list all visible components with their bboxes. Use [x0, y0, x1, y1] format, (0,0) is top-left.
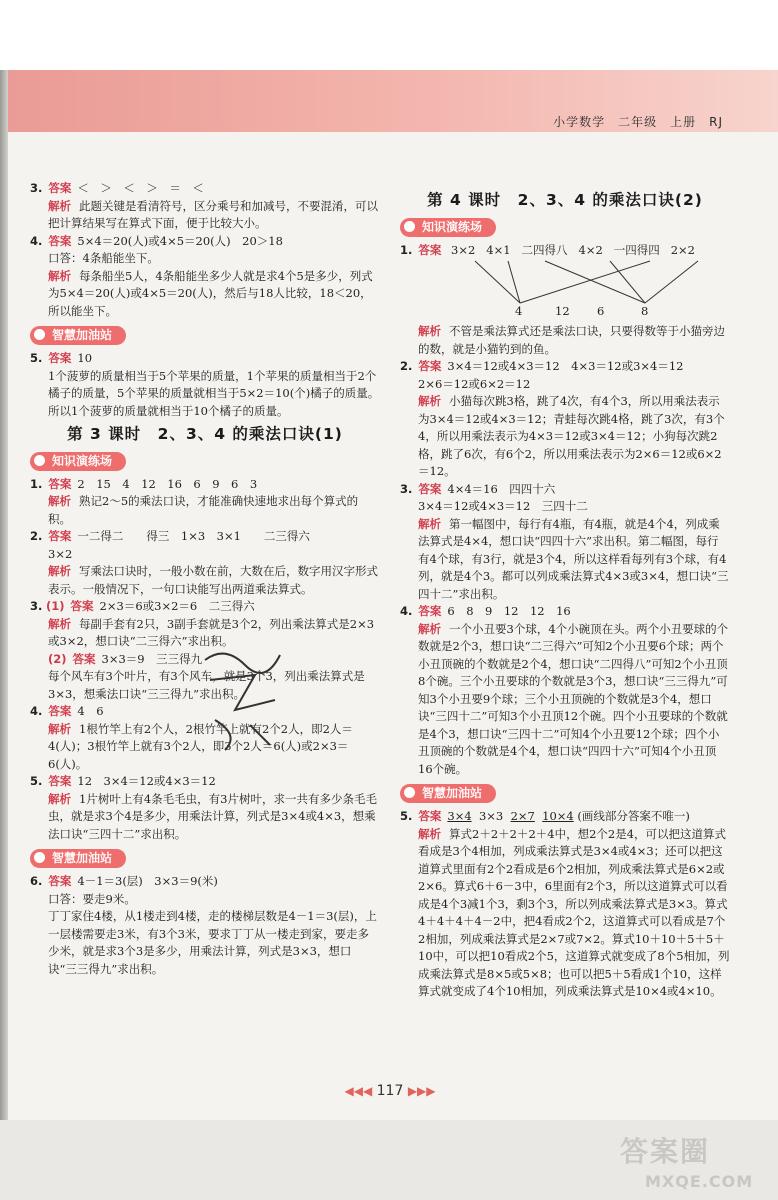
match-top-1: 3×2	[451, 242, 476, 257]
matching-diagram	[400, 259, 730, 323]
r-answer-2-extra: 2×6＝12或6×2＝12	[418, 376, 531, 391]
match-top-4: 4×2	[578, 242, 603, 257]
l3-analysis-4: 解析 1根竹竿上有2个人，2根竹竿上就有2个2人，即2人＝4(人)；3根竹竿上就有3个2人，即3个2人＝6(人)或2×3＝6(人)。	[48, 721, 353, 771]
left-column	[30, 180, 380, 978]
r-question-1: 1. 答案 3×2 4×1 二四得八 4×2 一四得四 2×2 4 12 6 8 解析 不管是乘法算式还是乘法口诀，只要得数等于小猫旁边的数，就是小猫钓到的鱼。	[400, 242, 730, 359]
r-analysis-1: 解析 不管是乘法算式还是乘法口诀，只要得数等于小猫旁边的数，就是小猫钓到的鱼。	[418, 324, 725, 356]
right-arrows-icon: ▶▶▶	[407, 1084, 436, 1098]
match-top-5: 一四得四	[613, 242, 660, 257]
match-bottom-4: 8	[641, 304, 649, 318]
analysis-3: 解析 此题关键是看清符号，区分乘号和加减号，不要混淆，可以把计算结果写在算式下面，便于比较大小。	[48, 198, 378, 230]
answer-3: 3. 答案 ＜ ＞ ＜ ＞ ＝ ＜	[30, 181, 204, 195]
r-answer-5: 5. 答案 3×4 3×3 2×7 10×4 (画线部分答案不唯一)	[400, 809, 690, 823]
l3-analysis-2: 解析 写乘法口诀时，一般小数在前，大数在后，数字用汉字形式表示。一般情况下，一句口诀能写出两道乘法算式。	[48, 564, 378, 596]
lesson-4-title: 第 4 课时 2、3、4 的乘法口诀(2)	[427, 191, 703, 209]
l3-analysis-3-1: 解析 每副手套有2只，3副手套就是3个2，列出乘法算式是2×3或3×2，想口诀“二三得六”求出积。	[48, 616, 375, 648]
lesson-3-title: 第 3 课时 2、3、4 的乘法口诀(1)	[67, 425, 343, 443]
l3-answer-6-oral: 口答：要走9米。	[48, 891, 136, 906]
l3-answer-3-1: 3. (1) 答案 2×3＝6或3×2＝6 二三得六	[30, 599, 255, 613]
match-bottom-2: 12	[555, 304, 570, 318]
page-number: ◀◀◀ 117 ▶▶▶	[344, 1083, 436, 1099]
section-tag-practice: 知识演练场	[30, 452, 126, 471]
r-analysis-5: 解析 算式2＋2＋2＋2＋4中，想2个2是4，可以把这道算式看成是3个4相加，列成乘法算式是3×4或4×3；还可以把这道算式里面有2个2看成是6个2相加，列成乘法算式是6×2或2×6。算式6＋6－3中，6里面有2个3，所以这道算式可以看成是4个3减1个3，剩3个3，所以列成乘法算式是3×3。算式4＋4＋4＋4－2中，把4看成2个2，这道算式可以看成是7个2相加，列成乘法算式是2×7或7×2。算式10＋10＋5＋5＋10中，可以把10看成2个5，这道算式就变成了8个5相加，列成乘法算式是8×5或5×8；也可以把5＋5看成1个10，这样算式就变成了4个10相加，列成乘法算式是10×4或4×10。	[418, 826, 730, 998]
analysis-4: 解析 每条船坐5人，4条船能坐多少人就是求4个5是多少，列式为5×4＝20(人)或4×5＝20(人)，然后与18人比较，18＜20，所以能坐下。	[48, 268, 373, 318]
right-column	[400, 186, 730, 1001]
r-analysis-3: 解析 第一幅图中，每行有4瓶，有4瓶，就是4个4，列成乘法算式是4×4，想口诀“四四十六”求出积。第二幅图，每行有4个球，有3行，就是3个4，所以这样看每列有3个球，有4列，就是4个3。都可以列成乘法算式4×3或3×4，想口诀“三四十二”求出积。	[418, 516, 729, 601]
analysis-5: 1个菠萝的质量相当于5个苹果的质量，1个苹果的质量相当于2个橘子的质量，5个苹果的质量就相当于5×2＝10(个)橘子的质量。所以1个菠萝的质量就相当于10个橘子的质量。	[48, 368, 380, 418]
match-top-3: 二四得八	[521, 242, 568, 257]
section-tag-practice-right: 知识演练场	[400, 218, 496, 237]
l3-answer-2-extra: 3×2	[48, 546, 73, 561]
l3-analysis-5: 解析 1片树叶上有4条毛毛虫，有3片树叶，求一共有多少条毛毛虫，就是求3个4是多少，用乘法计算，列式是3×4或4×3，想乘法口诀“三四十二”求出积。	[48, 791, 377, 841]
l3-answer-5: 5. 答案 12 3×4＝12或4×3＝12	[30, 774, 216, 788]
l3-answer-6: 6. 答案 4－1＝3(层) 3×3＝9(米)	[30, 874, 218, 888]
section-tag-wisdom: 智慧加油站	[30, 326, 126, 345]
top-margin	[0, 0, 778, 70]
watermark-url: MXQE.COM	[645, 1172, 754, 1191]
r-answer-3: 3. 答案 4×4＝16 四四十六	[400, 481, 556, 496]
l3-analysis-1: 解析 熟记2～5的乘法口诀，才能准确快速地求出每个算式的积。	[48, 494, 359, 526]
answer-4: 4. 答案 5×4＝20(人)或4×5＝20(人) 20＞18	[30, 233, 283, 248]
section-tag-wisdom-right: 智慧加油站	[400, 784, 496, 803]
l3-analysis-6: 丁丁家住4楼，从1楼走到4楼，走的楼梯层数是4－1＝3(层)，上一层楼需要走3米，有3个3米，要求丁丁从一楼走到家，要走多少米，就是求3个3是多少，用乘法计算，列式是3×3，想口诀“三三得九”求出积。	[48, 909, 377, 976]
r-answer-3-extra: 3×4＝12或4×3＝12 三四十二	[418, 499, 588, 513]
watermark-logo: 答案圈	[620, 1135, 711, 1168]
match-bottom-3: 6	[597, 304, 605, 318]
r-answer-2: 2. 答案 3×4＝12或4×3＝12 4×3＝12或3×4＝12	[400, 359, 684, 373]
r-answer-4: 4. 答案 6 8 9 12 12 16	[400, 604, 571, 618]
section-tag-wisdom-2: 智慧加油站	[30, 849, 126, 868]
l3-answer-3-2: (2) 答案 3×3＝9 三三得九	[48, 651, 203, 666]
l3-analysis-3-2: 每个风车有3个叶片，有3个风车，就是3个3，列出乘法算式是3×3，想乘法口诀“三三得九”求出积。	[48, 669, 365, 701]
handwriting-scribble	[195, 640, 290, 760]
r-analysis-2: 解析 小猫每次跳3格，跳了4次，有4个3，所以用乘法表示为3×4＝12或4×3＝12；青蛙每次跳4格，跳了3次，有3个4，所以用乘法表示为4×3＝12或3×4＝12；小狗每次跳2格，跳了6次，有6个2，所以用乘法表示为2×6＝12或6×2＝12。	[418, 394, 725, 478]
answer-4-oral: 口答：4条船能坐下。	[48, 251, 159, 265]
match-bottom-1: 4	[515, 304, 523, 318]
l3-answer-4: 4. 答案 4 6	[30, 704, 104, 718]
match-top-2: 4×1	[486, 242, 511, 257]
left-arrows-icon: ◀◀◀	[344, 1084, 373, 1098]
l3-answer-1: 1. 答案 2 15 4 12 16 6 9 6 3	[30, 476, 258, 491]
header-title: 小学数学 二年级 上册 RJ	[553, 115, 723, 129]
l3-answer-2: 2. 答案 一二得二 得三 1×3 3×1 二三得六	[30, 529, 310, 543]
r-analysis-4: 解析 一个小丑要3个球，4个小碗顶在头。两个小丑要球的个数就是2个3，想口诀“二三得六”可知2个小丑要6个球；两个小丑顶碗的个数就是2个4，想口诀“二四得八”可知2个小丑顶8个碗。三个小丑要球的个数就是3个3，想口诀“三三得九”可知3个小丑要9个球；三个小丑顶碗的个数就是3个4，想口诀“三四十二”可知3个小丑顶12个碗。四个小丑要球的个数就是4个3，想口诀“三四十二”可知4个小丑要12个球；四个小丑顶碗的个数就是4个4，想口诀“四四十六”可知4个小丑顶16个碗。	[418, 621, 729, 776]
answer-5: 5. 答案 10	[30, 351, 93, 365]
book-spine	[0, 70, 8, 1170]
match-top-6: 2×2	[670, 242, 695, 257]
